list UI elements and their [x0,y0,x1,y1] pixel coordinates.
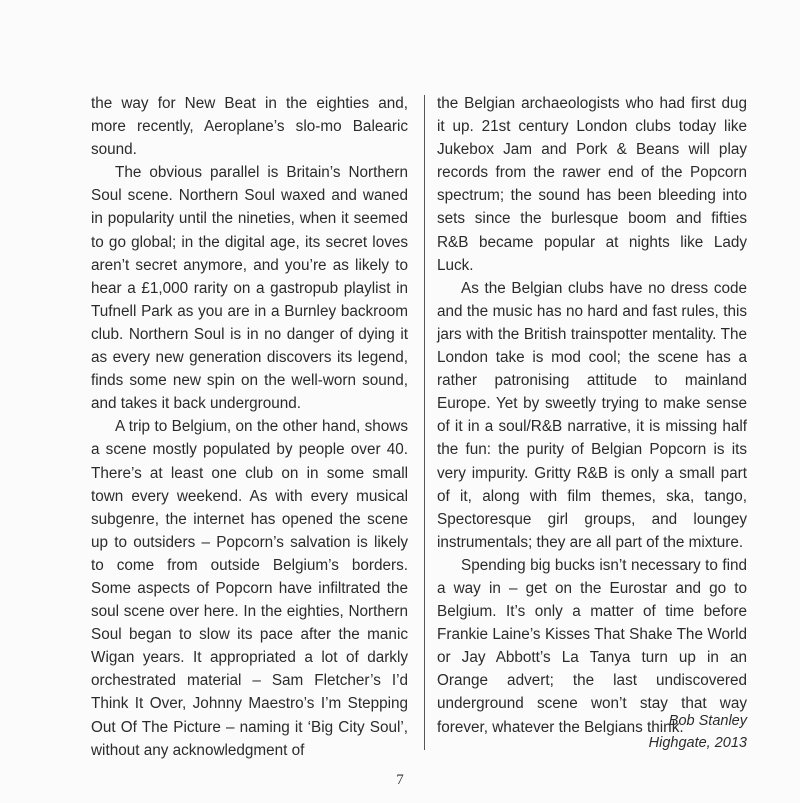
right-text-column [437,92,747,739]
author-signature [437,710,747,754]
paragraph: the way for New Beat in the eighties and, more recently, Aeroplane’s slo-mo Balearic sound. [91,95,408,159]
page-number: 7 [396,772,404,788]
paragraph: the Belgian archaeologists who had first dug it up. 21st century London clubs today like Jukebox Jam and Pork & Beans will play records from the rawer end of the Popcorn spectrum; the sound has been bleeding into sets since the burlesque boom and fifties R&B became popular at nights like Lady Luck. [437,95,747,274]
paragraph: The obvious parallel is Britain’s Northern Soul scene. Northern Soul waxed and waned in popularity until the nineties, when it seemed to go global; in the digital age, its secret loves aren’t secret anymore, and you’re as likely to hear a £1,000 rarity on a gastropub playlist in Tufnell Park as you are in a Burnley backroom club. Northern Soul is in no danger of dying it as every new generation discovers its legend, finds some new spin on the well-worn sound, and takes it back underground. [91,164,408,413]
paragraph: Spending big bucks isn’t necessary to find a way in – get on the Eurostar and go to Belgium. It’s only a matter of time before Frankie Laine’s Kisses That Shake The World or Jay Abbott’s La Tanya turn up in an Orange advert; the last undiscovered underground scene won’t stay that way forever, whatever the Belgians think. [437,556,747,736]
paragraph: As the Belgian clubs have no dress code and the music has no hard and fast rules, this jars with the British trainspotter mentality. The London take is mod cool; the scene has a rather patronising attitude to mainland Europe. Yet by sweetly trying to make sense of it in a soul/R&B narrative, it is missing half the fun: the purity of Belgian Popcorn is its very impurity. Gritty R&B is only a small part of it, along with film themes, ska, tango, Spectoresque girl groups, and loungey instrumentals; they are all part of the mixture. [437,279,747,551]
paragraph: A trip to Belgium, on the other hand, shows a scene mostly populated by people over 40. There’s at least one club on in some small town every weekend. As with every musical subgenre, the internet has opened the scene up to outsiders – Popcorn’s salvation is likely to come from outside Belgium’s borders. Some aspects of Popcorn have infiltrated the soul scene over here. In the eighties, Northern Soul began to slow its pace after the manic Wigan years. It appropriated a lot of darkly orchestrated material – Sam Fletcher’s I’d Think It Over, Johnny Maestro’s I’m Stepping Out Of The Picture – naming it ‘Big City Soul’, without any acknowledgment of [91,418,408,759]
left-text-column [91,92,408,762]
author-name: Bob Stanley [668,713,747,729]
place-and-date: Highgate, 2013 [648,735,747,751]
column-divider [424,95,425,750]
